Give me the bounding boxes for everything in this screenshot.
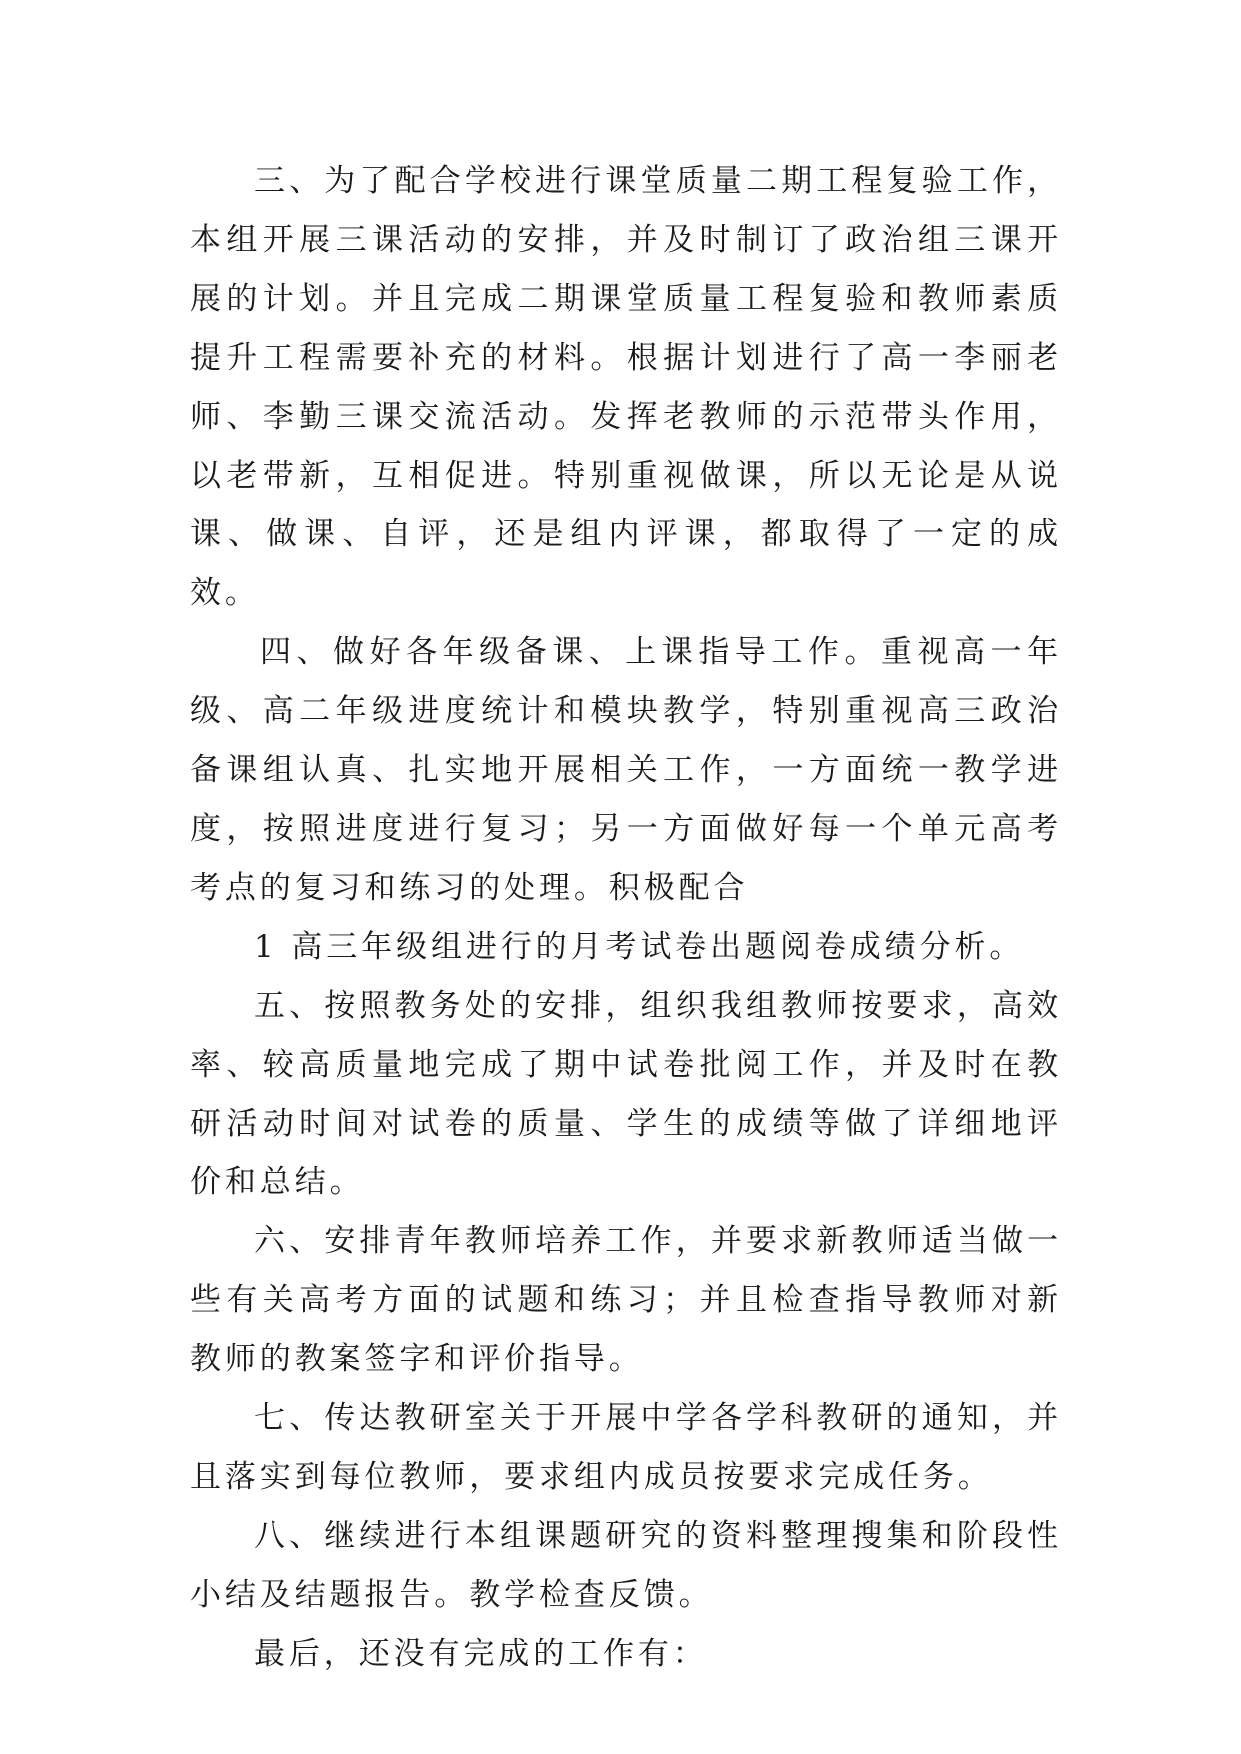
paragraph-six: 六、安排青年教师培养工作，并要求新教师适当做一些有关高考方面的试题和练习；并且检查指导教师对新教师的教案签字和评价指导。 bbox=[190, 1223, 1062, 1378]
paragraph-four: 四、做好各年级备课、上课指导工作。重视高一年级、高二年级进度统计和模块教学，特别重视高三政治备课组认真、扎实地开展相关工作，一方面统一教学进度，按照进度进行复习；另一方面做好每一个单元高考考点的复习和练习的处理。积极配合 bbox=[190, 634, 1062, 906]
paragraph-seven: 七、传达教研室关于开展中学各学科教研的通知，并且落实到每位教师，要求组内成员按要求完成任务。 bbox=[190, 1400, 1062, 1495]
document-body bbox=[190, 152, 1062, 1684]
paragraph-five: 五、按照教务处的安排，组织我组教师按要求，高效率、较高质量地完成了期中试卷批阅工作，并及时在教研活动时间对试卷的质量、学生的成绩等做了详细地评价和总结。 bbox=[190, 987, 1062, 1201]
paragraph-remaining-work: 最后，还没有完成的工作有： bbox=[254, 1635, 708, 1672]
paragraph-eight: 八、继续进行本组课题研究的资料整理搜集和阶段性小结及结题报告。教学检查反馈。 bbox=[190, 1517, 1062, 1613]
paragraph-four-item-1: 1 高三年级组进行的月考试卷出题阅卷成绩分析。 bbox=[254, 928, 1025, 965]
paragraph-three: 三、为了配合学校进行课堂质量二期工程复验工作，本组开展三课活动的安排，并及时制订了政治组三课开展的计划。并且完成二期课堂质量工程复验和教师素质提升工程需要补充的材料。根据计划进行了高一李丽老师、李勤三课交流活动。发挥老教师的示范带头作用，以老带新，互相促进。特别重视做课，所以无论是从说课、做课、自评，还是组内评课，都取得了一定的成效。 bbox=[190, 163, 1062, 612]
